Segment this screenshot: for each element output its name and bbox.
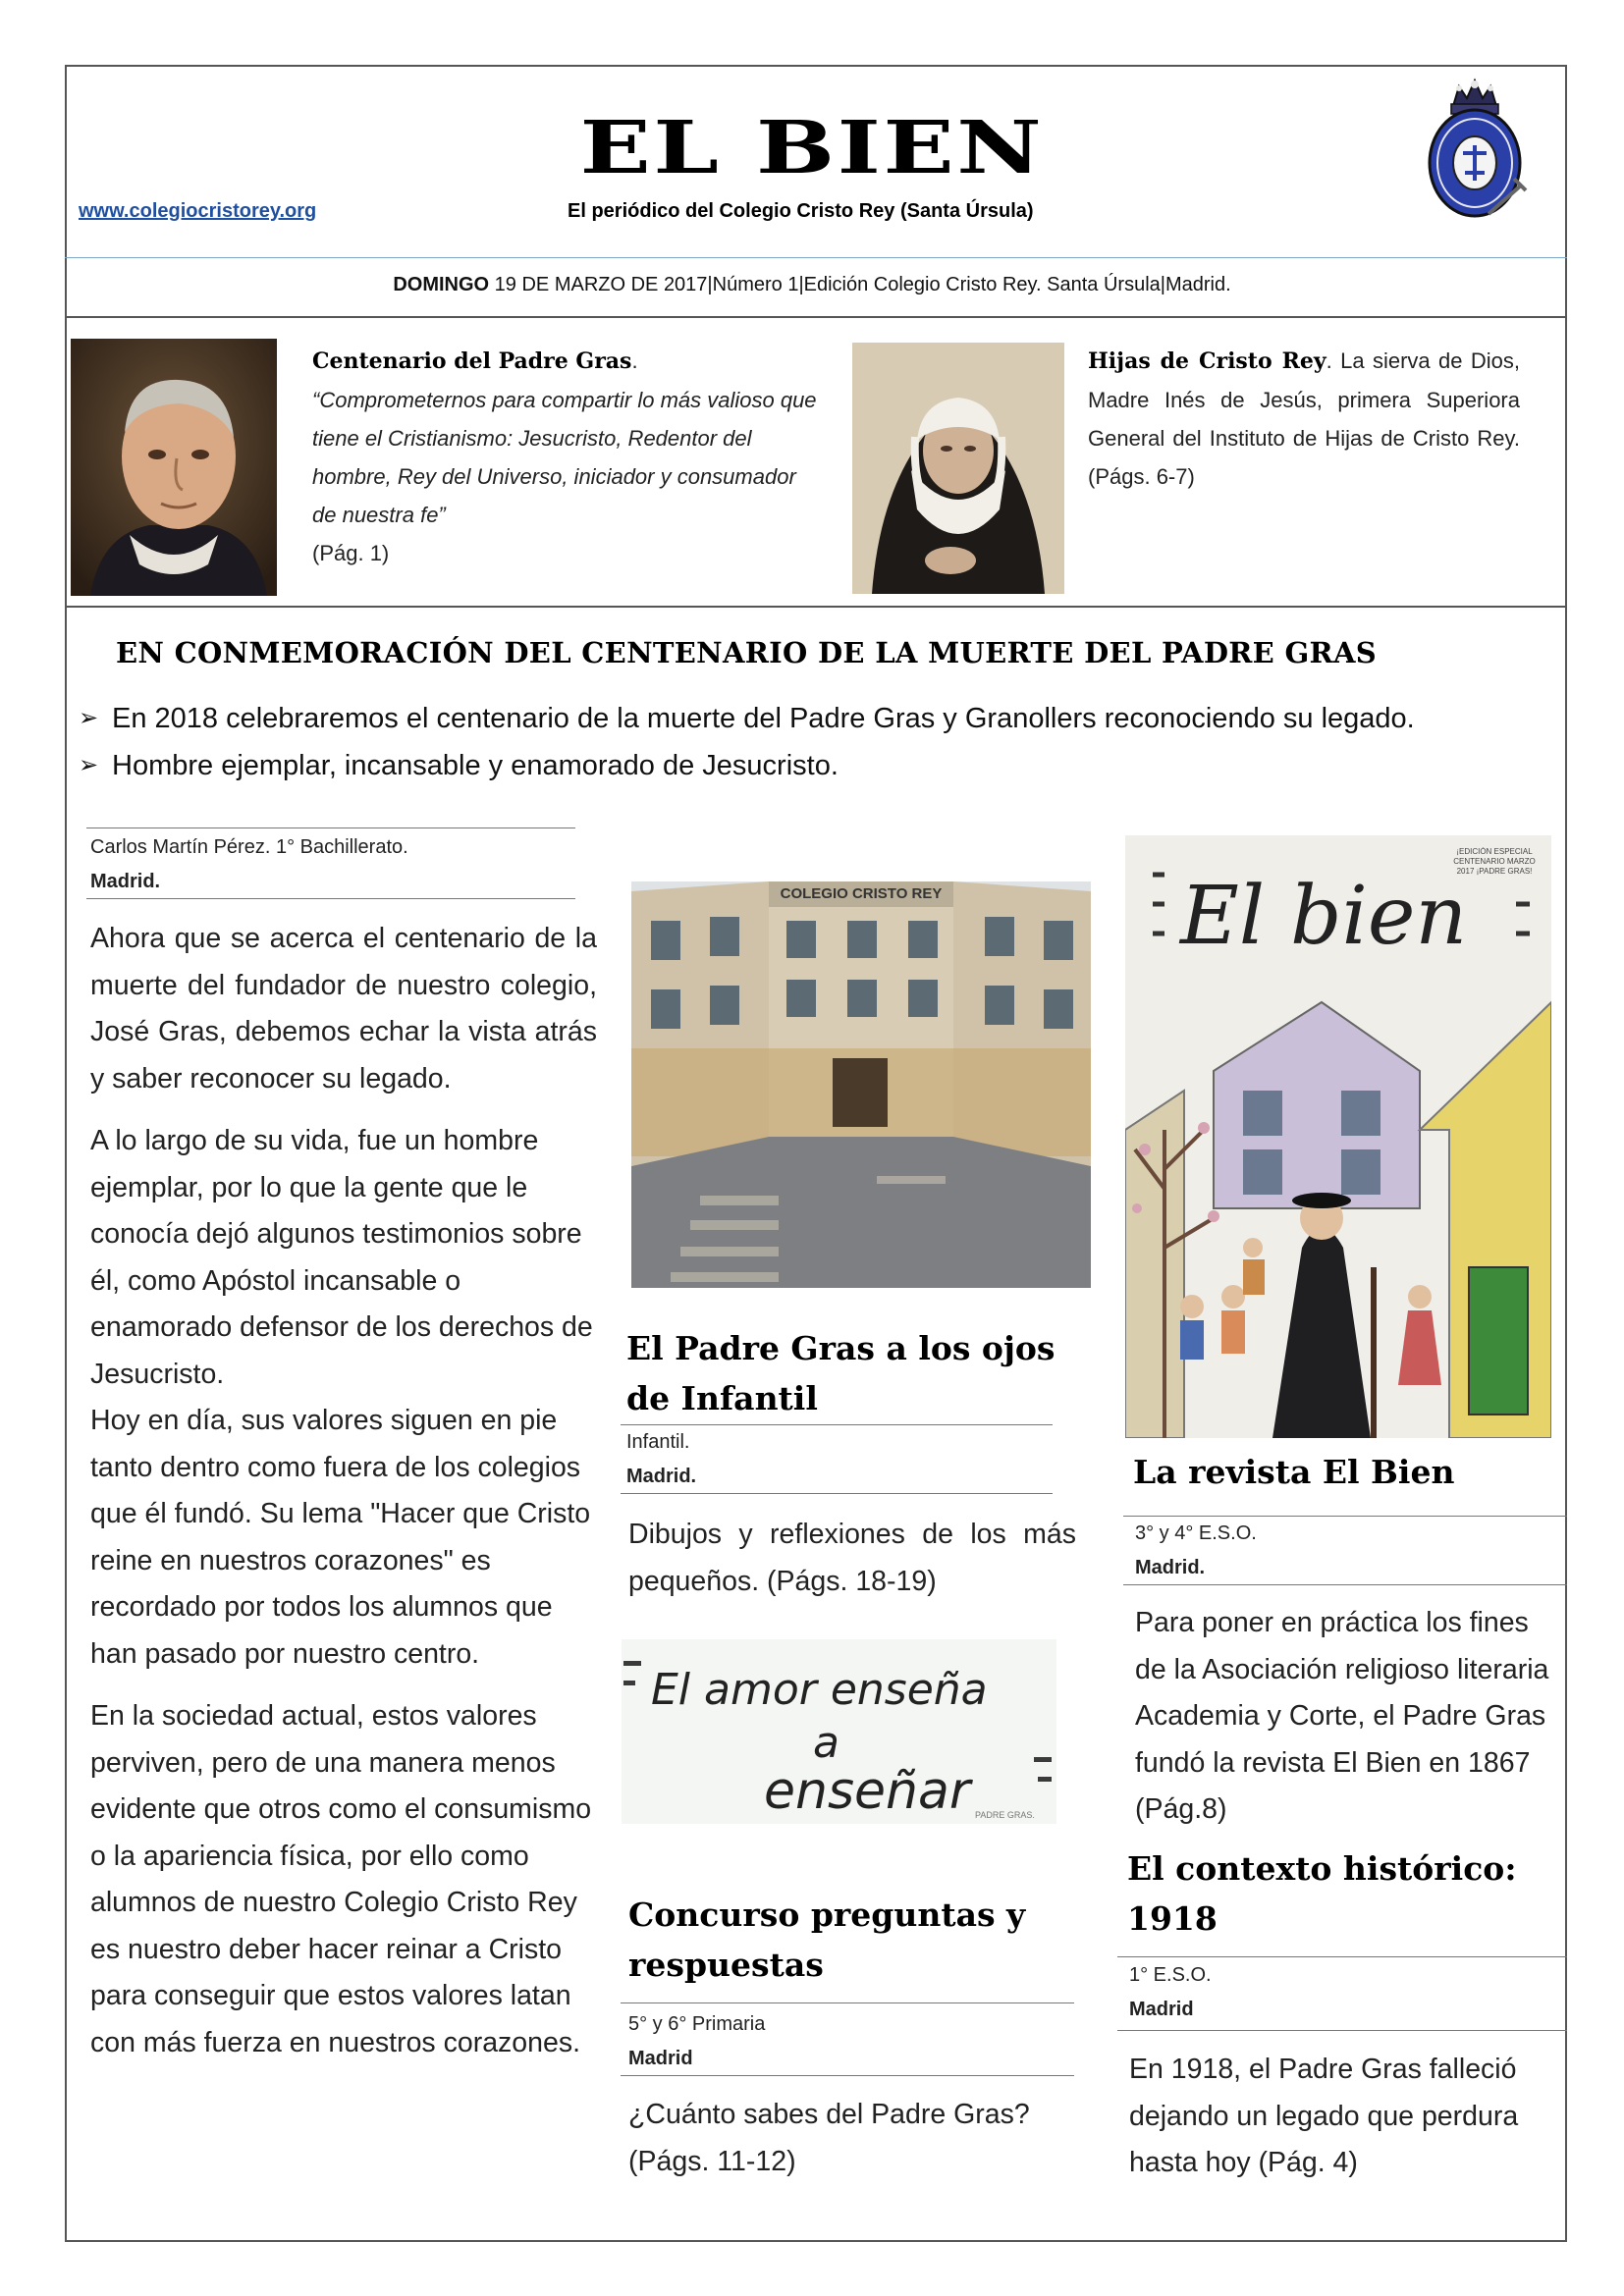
contexto-rule-top <box>1117 1956 1567 1957</box>
lead-paragraph: En la sociedad actual, estos valores perviven, pero de una manera menos evidente que otros como el consumismo o la apariencia física, por ello como alumnos de nuestro Colegio Cristo Rey es nuestro deber hacer reinar a Cristo para conseguir que estos valores latan con más fuerza en nuestros corazones. <box>90 1700 592 2058</box>
lead-author: Carlos Martín Pérez. 1° Bachillerato. <box>90 836 408 858</box>
portrait-padre-gras <box>71 339 277 596</box>
quote-signature: PADRE GRAS. <box>975 1810 1035 1820</box>
children-drawing <box>1125 835 1551 1438</box>
concurso-rule-top <box>621 2002 1074 2003</box>
quote-line3: enseñar <box>764 1762 971 1821</box>
concurso-byline <box>628 2007 765 2076</box>
teaser-centenario-title-suffix: . <box>631 348 638 373</box>
quote-line1: El amor enseña <box>651 1665 988 1715</box>
highlights-list <box>79 695 1415 789</box>
masthead-title: EL BIEN <box>579 106 1045 190</box>
school-building-photo <box>631 881 1091 1288</box>
dateline <box>0 274 1624 296</box>
main-headline: EN CONMEMORACIÓN DEL CENTENARIO DE LA MUERTE DEL PADRE GRAS <box>116 636 1377 669</box>
revista-rule-bottom <box>1123 1584 1567 1585</box>
revista-byline <box>1135 1517 1257 1585</box>
teaser-hijas-text: . La sierva de Dios, Madre Inés de Jesús, primera Superiora General del Instituto de Hijas de Cristo Rey. (Págs. 6-7) <box>1088 348 1520 489</box>
lead-paragraph: Ahora que se acerca el centenario de la muerte del fundador de nuestro colegio, José Gras, debemos echar la vista atrás y saber reconocer su legado. <box>90 923 597 1095</box>
highlight-item <box>79 742 1415 789</box>
concurso-location: Madrid <box>628 2048 693 2069</box>
concurso-author: 5° y 6° Primaria <box>628 2013 766 2035</box>
concurso-title[interactable]: Concurso preguntas y respuestas <box>628 1896 1026 1984</box>
drawing-note: ¡EDICIÓN ESPECIAL CENTENARIO MARZO 2017 ¡PADRE GRAS! <box>1453 847 1536 876</box>
lead-rule-bottom <box>86 898 575 899</box>
teaser-hijas-title[interactable]: Hijas de Cristo Rey <box>1088 348 1326 374</box>
infantil-rule-bottom <box>621 1493 1053 1494</box>
highlight-item <box>79 695 1415 742</box>
teaser-centenario-quote: “Comprometernos para compartir lo más valioso que tiene el Cristianismo: Jesucristo, Redentor del hombre, Rey del Universo, iniciador y consumador de nuestra fe” <box>312 388 817 527</box>
bullet-arrow-icon: ➢ <box>79 705 99 731</box>
school-crest-icon <box>1420 77 1530 228</box>
teaser-rule <box>65 606 1567 608</box>
dateline-day: DOMINGO <box>393 274 490 295</box>
contexto-author: 1° E.S.O. <box>1129 1964 1212 1986</box>
dateline-details: 19 DE MARZO DE 2017|Número 1|Edición Colegio Cristo Rey. Santa Úrsula|Madrid. <box>489 274 1231 295</box>
teaser-centenario-title[interactable]: Centenario del Padre Gras <box>312 348 632 374</box>
drawing-lettering: El bien <box>1180 870 1468 963</box>
highlight-text: En 2018 celebraremos el centenario de la muerte del Padre Gras y Granollers reconociendo su legado. <box>112 703 1415 734</box>
contexto-location: Madrid <box>1129 1999 1194 2020</box>
teaser-centenario <box>312 342 823 572</box>
lead-byline <box>90 830 408 899</box>
tagline: El periódico del Colegio Cristo Rey (Santa Úrsula) <box>568 200 1034 222</box>
infantil-title[interactable]: El Padre Gras a los ojos de Infantil <box>626 1329 1056 1417</box>
school-sign-text: COLEGIO CRISTO REY <box>780 885 943 902</box>
quote-image <box>622 1639 1056 1824</box>
infantil-author: Infantil. <box>626 1431 690 1453</box>
contexto-title[interactable]: El contexto histórico: 1918 <box>1127 1849 1517 1938</box>
concurso-text: ¿Cuánto sabes del Padre Gras? (Págs. 11-12) <box>628 2099 1030 2177</box>
teaser-hijas <box>1088 342 1520 496</box>
bullet-arrow-icon: ➢ <box>79 752 99 778</box>
infantil-text: Dibujos y reflexiones de los más pequeños. (Págs. 18-19) <box>628 1519 1076 1597</box>
website-link[interactable]: www.colegiocristorey.org <box>79 200 317 222</box>
revista-location: Madrid. <box>1135 1557 1206 1578</box>
revista-text: Para poner en práctica los fines de la Asociación religioso literaria Academia y Corte, el Padre Gras fundó la revista El Bien en 1867 (Pág.8) <box>1135 1607 1549 1825</box>
teaser-centenario-pages: (Pág. 1) <box>312 541 390 565</box>
portrait-madre-ines <box>852 343 1064 594</box>
lead-location: Madrid. <box>90 871 161 892</box>
contexto-text: En 1918, el Padre Gras falleció dejando un legado que perdura hasta hoy (Pág. 4) <box>1129 2054 1519 2178</box>
revista-title[interactable]: La revista El Bien <box>1133 1453 1455 1491</box>
highlight-text: Hombre ejemplar, incansable y enamorado de Jesucristo. <box>112 750 839 781</box>
quote-line2: a <box>813 1718 839 1768</box>
concurso-rule-bottom <box>621 2075 1074 2076</box>
revista-author: 3° y 4° E.S.O. <box>1135 1522 1257 1544</box>
dateline-rule <box>65 316 1567 318</box>
header-rule <box>65 257 1567 258</box>
lead-paragraph: A lo largo de su vida, fue un hombre ejemplar, por lo que la gente que le conocía dejó algunos testimonios sobre él, como Apóstol incansable o enamorado defensor de los derechos de Jesucristo. Hoy en día, sus valores siguen en pie tanto dentro como fuera de los colegios que él fundó. Su lema "Hacer que Cristo reine en nuestros corazones" es recordado por todos los alumnos que han pasado por nuestro centro. <box>90 1125 593 1670</box>
infantil-location: Madrid. <box>626 1466 697 1487</box>
contexto-rule-bottom <box>1117 2030 1567 2031</box>
contexto-byline <box>1129 1958 1212 2027</box>
lead-article-body <box>90 916 597 2082</box>
infantil-byline <box>626 1425 696 1494</box>
